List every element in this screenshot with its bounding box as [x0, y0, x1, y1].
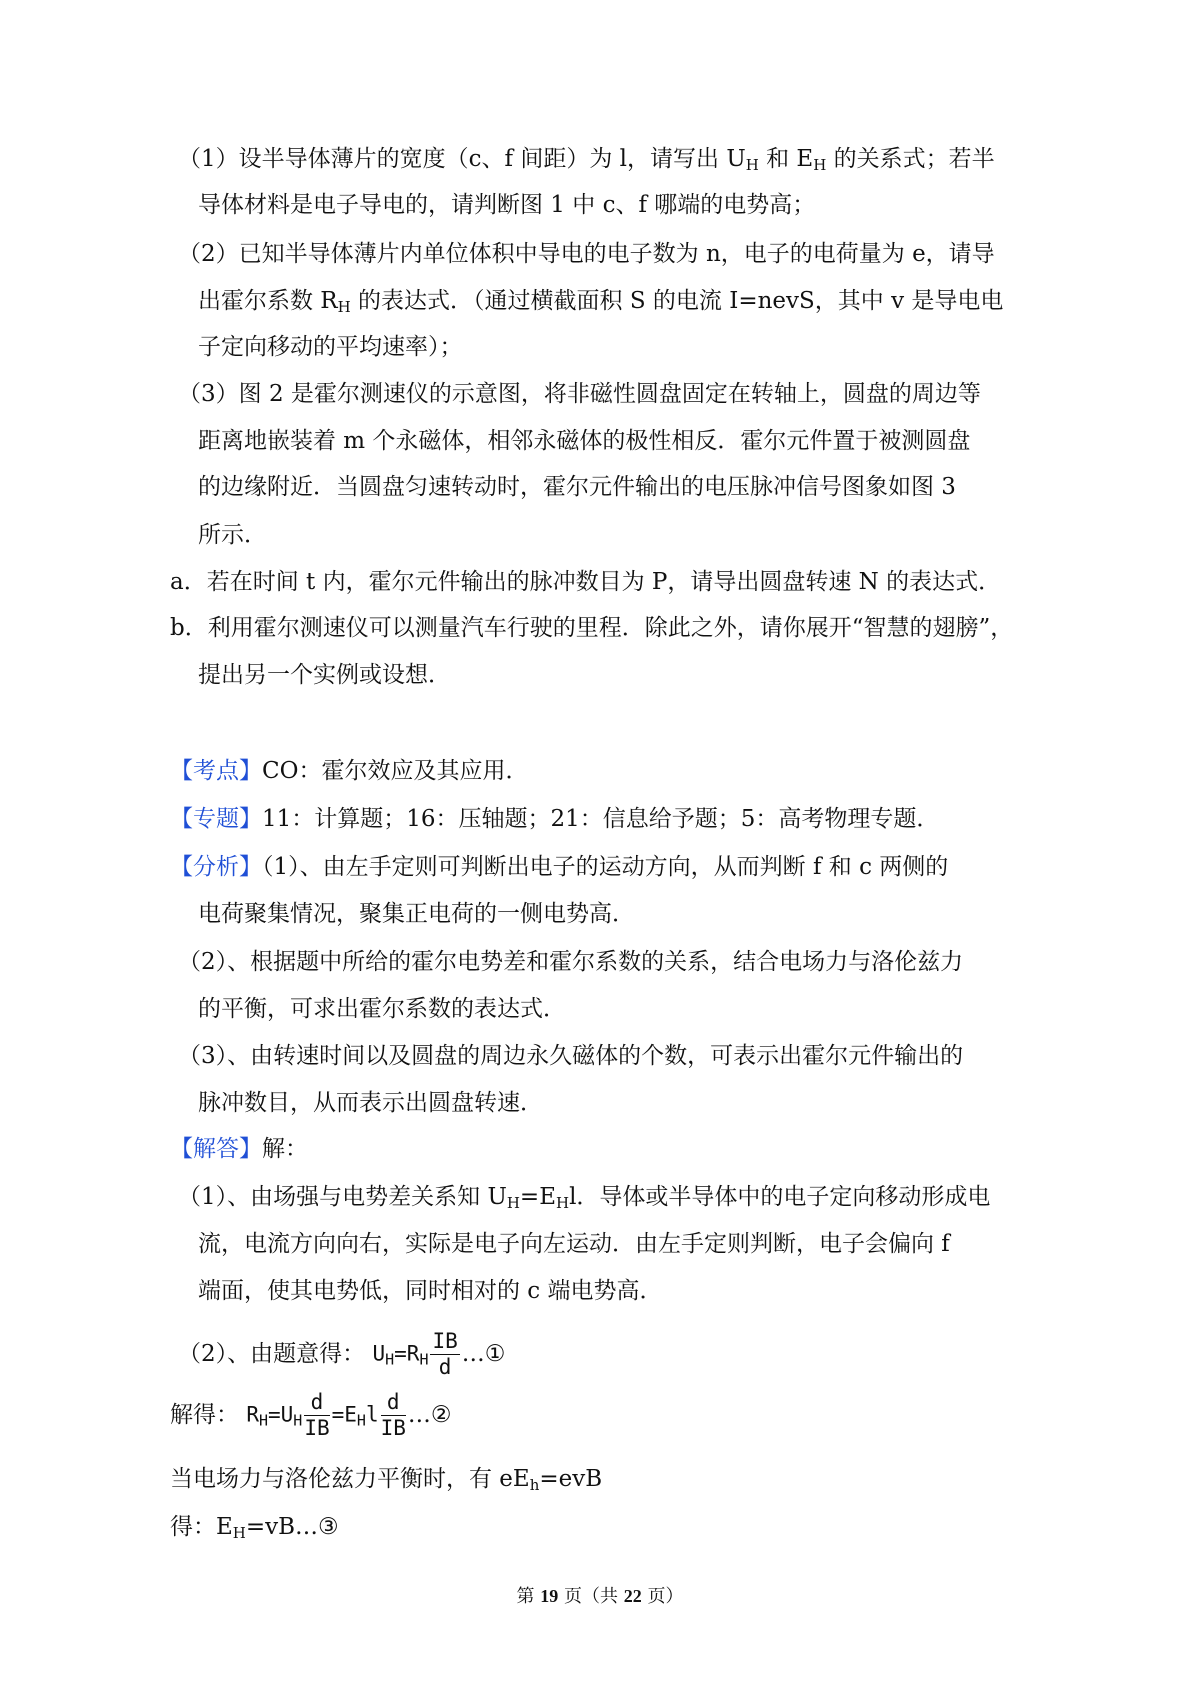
- equation-2-line: 解得： $R_H=U_H$ $\frac{d}{IB}$ $=E_Hl$ $\frac{d}{IB}$ …②: [170, 1390, 452, 1440]
- result-line: 得：$E_H=vB\dots ③$: [170, 1514, 339, 1542]
- jieda-s1-line3: 端面，使其电势低，同时相对的 c 端电势高．: [198, 1278, 663, 1304]
- q3-line1: （3）图 2 是霍尔测速仪的示意图，将非磁性圆盘固定在转轴上，圆盘的周边等: [178, 381, 981, 407]
- q3-line3: 的边缘附近．当圆盘匀速转动时，霍尔元件输出的电压脉冲信号图象如图 3: [198, 474, 956, 500]
- equation-1: $U_H=R_H$ $\frac{IB}{d}$: [372, 1329, 458, 1379]
- jieda-label: 【解答】: [170, 1136, 262, 1162]
- fenxi-line4: 的平衡，可求出霍尔系数的表达式．: [198, 996, 566, 1022]
- q3-line2: 距离地嵌装着 m 个永磁体，相邻永磁体的极性相反．霍尔元件置于被测圆盘: [198, 428, 971, 454]
- page-number: 19: [540, 1586, 559, 1606]
- page-footer: 第 19 页（共 22 页）: [516, 1586, 684, 1607]
- equation-1-line: （2）、由题意得： $U_H=R_H$ $\frac{IB}{d}$ …①: [178, 1329, 506, 1379]
- fraction-d-over-ib-1: $\frac{d}{IB}$: [304, 1390, 330, 1440]
- fenxi-line6: 脉冲数目，从而表示出圆盘转速．: [198, 1090, 543, 1116]
- jieda-s1-line1: （1）、由场强与电势差关系知 $U_H=E_Hl$．导体或半导体中的电子定向移动形成电: [178, 1184, 991, 1212]
- fenxi-line3: （2）、根据题中所给的霍尔电势差和霍尔系数的关系，结合电场力与洛伦兹力: [178, 949, 964, 975]
- fenxi-label: 【分析】: [170, 854, 262, 880]
- jieda-line: 【解答】解：: [170, 1136, 308, 1162]
- fraction-ib-over-d: $\frac{IB}{d}$: [432, 1329, 458, 1379]
- fraction-d-over-ib-2: $\frac{d}{IB}$: [380, 1390, 406, 1440]
- qb-line1: b．利用霍尔测速仪可以测量汽车行驶的里程．除此之外，请你展开“智慧的翅膀”，: [170, 615, 1014, 641]
- q2-line2: 出霍尔系数 $R_H$ 的表达式．（通过横截面积 S 的电流 I=nevS，其中 v 是导电电: [198, 288, 1004, 316]
- fenxi-line2: 电荷聚集情况，聚集正电荷的一侧电势高．: [198, 901, 635, 927]
- qa-line: a．若在时间 t 内，霍尔元件输出的脉冲数目为 P，请导出圆盘转速 N 的表达式．: [170, 569, 1002, 595]
- balance-line: 当电场力与洛伦兹力平衡时，有 $eE_h=evB$: [170, 1466, 603, 1494]
- equation-2: $R_H=U_H$ $\frac{d}{IB}$ $=E_Hl$ $\frac{d}{IB}$: [246, 1390, 406, 1440]
- fenxi-line1: 【分析】（1）、由左手定则可判断出电子的运动方向，从而判断 f 和 c 两侧的: [170, 854, 949, 880]
- qb-line2: 提出另一个实例或设想．: [198, 662, 451, 688]
- zhuanti-line: 【专题】11：计算题；16：压轴题；21：信息给予题；5：高考物理专题．: [170, 806, 940, 832]
- fenxi-line5: （3）、由转速时间以及圆盘的周边永久磁体的个数，可表示出霍尔元件输出的: [178, 1043, 964, 1069]
- zhuanti-label: 【专题】: [170, 806, 262, 832]
- kaodian-line: 【考点】CO：霍尔效应及其应用．: [170, 758, 529, 784]
- kaodian-label: 【考点】: [170, 758, 262, 784]
- q1-line2: 导体材料是电子导电的，请判断图 1 中 c、f 哪端的电势高；: [198, 192, 816, 218]
- jieda-s1-line2: 流，电流方向向右，实际是电子向左运动．由左手定则判断，电子会偏向 f: [198, 1231, 950, 1257]
- total-pages: 22: [623, 1586, 642, 1606]
- q3-line4: 所示．: [198, 522, 267, 548]
- q2-line1: （2）已知半导体薄片内单位体积中导电的电子数为 n，电子的电荷量为 e，请导: [178, 241, 995, 267]
- q2-line3: 子定向移动的平均速率）；: [198, 334, 463, 360]
- q1-line1: （1）设半导体薄片的宽度（c、f 间距）为 l，请写出 $U_H$ 和 $E_H$ 的关系式；若半: [178, 146, 995, 174]
